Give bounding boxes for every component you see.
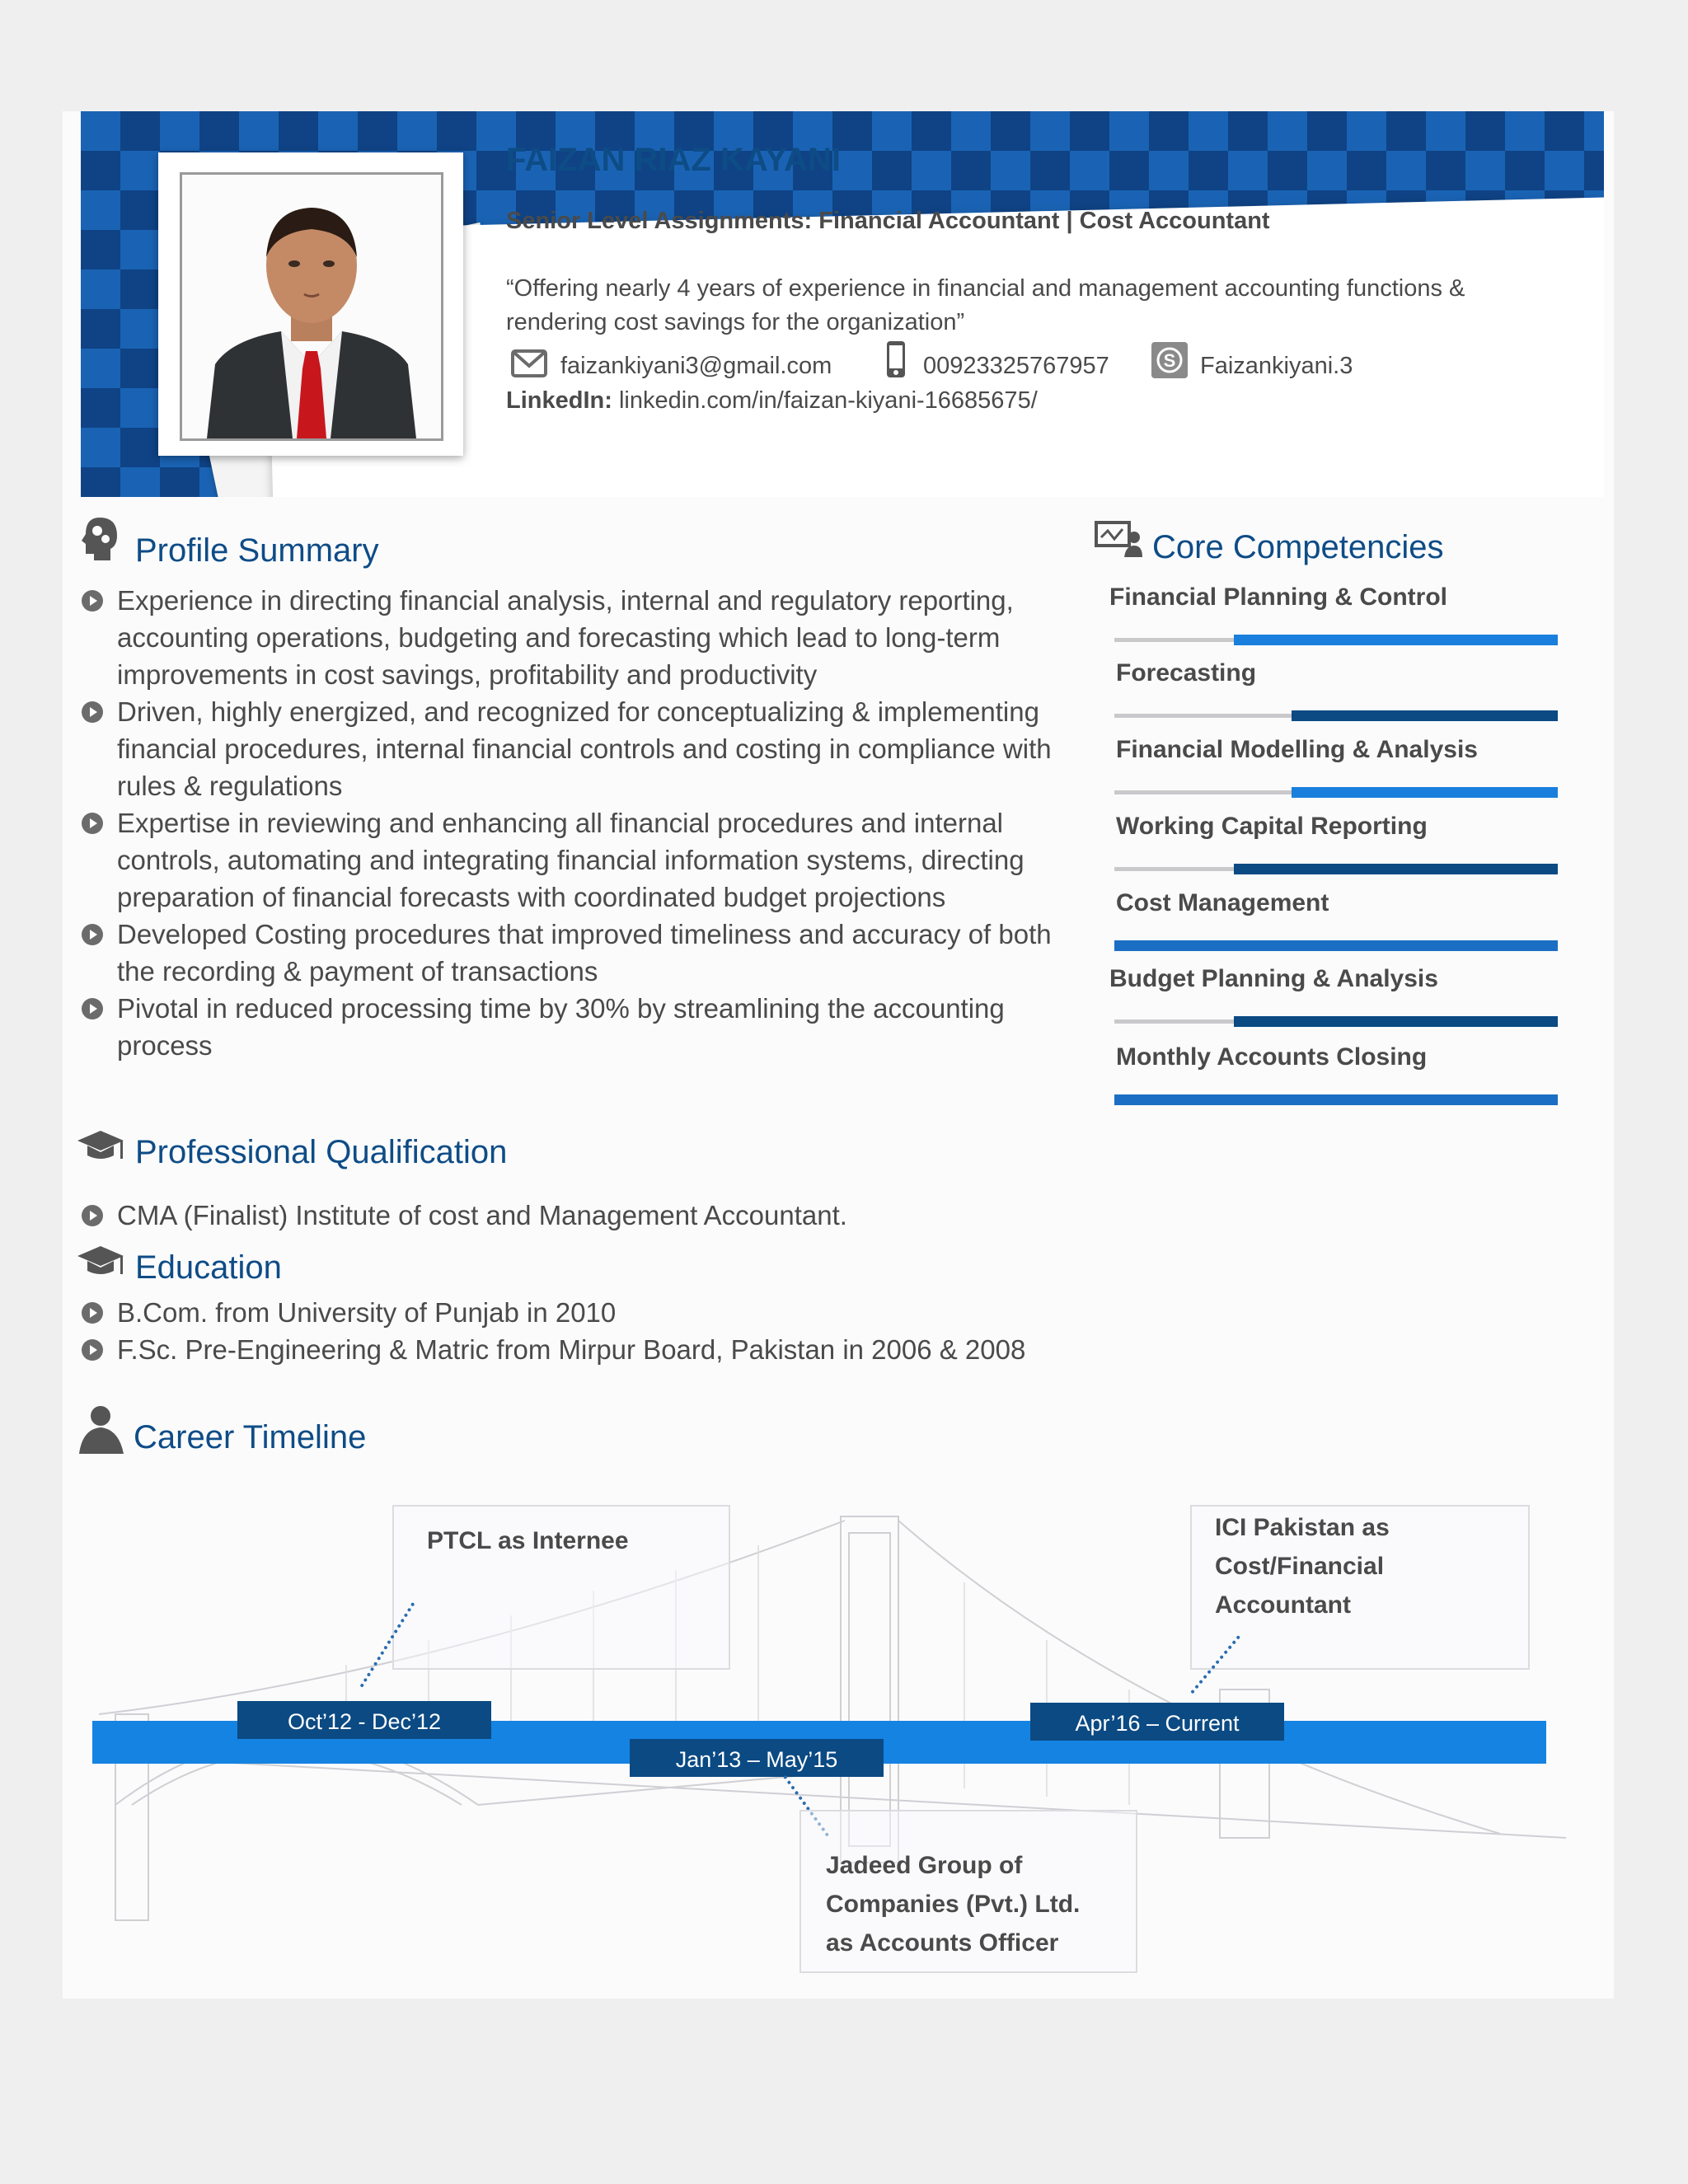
bullet-icon [82,1302,103,1324]
competency-bar-track [1114,790,1558,794]
education-title: Education [135,1249,282,1286]
skype-icon [1151,341,1189,379]
competency-bar-track [1114,944,1558,948]
list-item [71,1294,1142,1331]
competency-bar-fill [1234,635,1558,645]
bullet-icon [82,590,103,612]
competency-label: Forecasting [1116,659,1257,687]
competency-bar-fill [1114,1094,1558,1105]
core-competencies-title: Core Competencies [1152,529,1444,565]
bullet-icon [82,1339,103,1361]
head-gears-icon [79,516,120,562]
competency-label: Cost Management [1116,889,1329,916]
linkedin-label: LinkedIn: [506,387,612,414]
professional-qualification-title: Professional Qualification [135,1134,508,1170]
competency-bar-fill [1114,940,1558,951]
bullet-icon [82,998,103,1019]
profile-summary-title: Profile Summary [135,532,379,569]
presentation-icon [1095,521,1142,559]
summary-point: Pivotal in reduced processing time by 30% by streamlining the accounting process [117,993,1005,1061]
competency-label: Financial Planning & Control [1109,583,1448,611]
list-item [71,693,1085,804]
skype-handle: Faizankiyani.3 [1200,353,1353,379]
competency-bar-track [1114,1098,1558,1102]
list-item [71,1331,1142,1368]
list-item [71,1197,1101,1234]
education-list [71,1294,1142,1368]
list-item [71,804,1085,916]
competency-bar-track [1114,714,1558,718]
competency-label: Working Capital Reporting [1116,813,1428,840]
profile-photo [180,172,443,441]
header-card [266,197,1604,497]
competency-bar-fill [1234,1016,1558,1027]
qualification-list [71,1197,1101,1234]
list-item [71,582,1085,693]
education-item: B.Com. from University of Punjab in 2010 [117,1297,617,1328]
education-item: F.Sc. Pre-Engineering & Matric from Mirpur Board, Pakistan in 2006 & 2008 [117,1334,1026,1365]
competency-bar-fill [1292,787,1558,798]
summary-point: Driven, highly energized, and recognized for conceptualizing & implementing financial procedures, internal financial controls and costing in compliance with rules & regulations [117,696,1052,801]
qualification-item: CMA (Finalist) Institute of cost and Management Accountant. [117,1200,847,1230]
competency-label: Budget Planning & Analysis [1109,965,1438,992]
timeline-role-ici: ICI Pakistan as Cost/Financial Accountant [1215,1514,1390,1619]
graduation-cap-icon [76,1127,125,1165]
timeline-date-ptcl: Oct’12 - Dec’12 [237,1701,491,1739]
profile-summary-list [71,582,1085,1064]
candidate-name: FAIZAN RIAZ KAYANI [506,142,841,178]
timeline-role-jadeed: Jadeed Group of Companies (Pvt.) Ltd. as Accounts Officer [826,1852,1081,1957]
svg-text:S: S [1163,350,1176,371]
linkedin-line [506,387,1038,415]
phone-icon [885,340,907,379]
competency-label: Monthly Accounts Closing [1116,1043,1428,1071]
list-item [71,916,1085,990]
graduation-cap-icon [76,1243,125,1281]
list-item [71,990,1085,1064]
summary-point: Experience in directing financial analysis, internal and regulatory reporting, accounting operations, budgeting and forecasting which lead to long-term improvements in cost savings, profitability and productivity [117,585,1014,690]
timeline-date-jadeed: Jan’13 – May’15 [630,1739,884,1777]
mail-icon [511,349,547,377]
career-timeline-title: Career Timeline [134,1419,367,1455]
competency-bar-track [1114,1019,1558,1024]
bullet-icon [82,1205,103,1226]
bullet-icon [82,813,103,834]
competency-label: Financial Modelling & Analysis [1116,736,1478,763]
email-link[interactable]: faizankiyani3@gmail.com [560,353,832,379]
competency-bar-track [1114,867,1558,871]
phone-number: 00923325767957 [923,353,1109,379]
linkedin-link[interactable]: linkedin.com/in/faizan-kiyani-16685675/ [618,387,1038,414]
summary-quote: “Offering nearly 4 years of experience in financial and management accounting functions & rendering cost savings for the organization” [506,275,1465,335]
summary-point: Expertise in reviewing and enhancing all financial procedures and internal controls, automating and integrating financial information systems, directing preparation of financial forecasts with coordinated budget projections [117,808,1025,912]
timeline-role-ptcl: PTCL as Internee [427,1527,629,1554]
summary-point: Developed Costing procedures that improved timeliness and accuracy of both the recording & payment of transactions [117,919,1052,987]
headline: Senior Level Assignments: Financial Accountant | Cost Accountant [506,208,1270,234]
profile-photo-frame [158,152,463,456]
bullet-icon [82,924,103,945]
bullet-icon [82,701,103,723]
competency-bar-fill [1234,864,1558,874]
timeline-date-ici: Apr’16 – Current [1030,1703,1284,1741]
competency-bar-fill [1292,710,1558,721]
competency-bar-track [1114,638,1558,642]
person-icon [76,1403,129,1455]
